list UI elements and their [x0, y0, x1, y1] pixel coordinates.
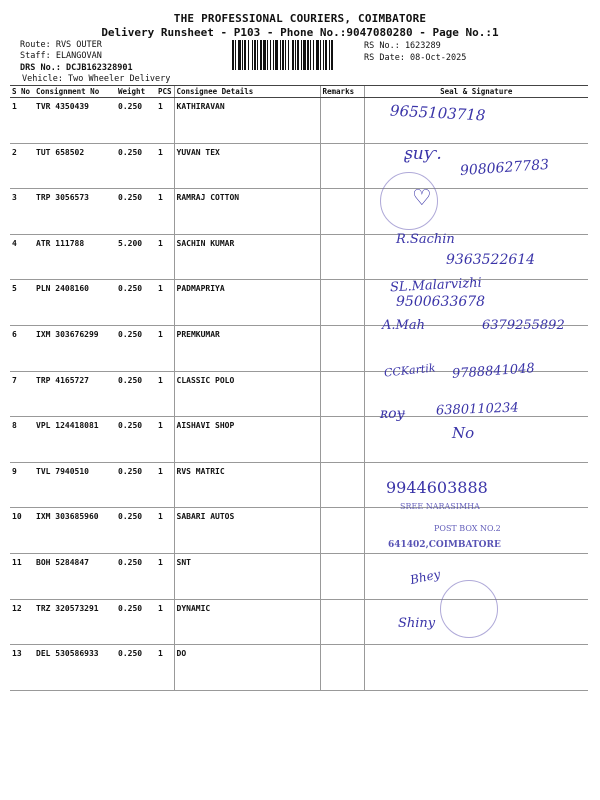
row-pcs: 1 [156, 462, 174, 508]
row-consignment: VPL 124418081 [34, 417, 116, 463]
row-consignment: PLN 2408160 [34, 280, 116, 326]
row-pcs: 1 [156, 325, 174, 371]
row-weight: 0.250 [116, 599, 156, 645]
col-consignee: Consignee Details [174, 86, 320, 98]
row-pcs: 1 [156, 143, 174, 189]
row-consignee: PREMKUMAR [174, 325, 320, 371]
row-weight: 0.250 [116, 325, 156, 371]
signature-13: Shiny [398, 616, 436, 631]
row-remarks [320, 98, 364, 144]
row-remarks [320, 645, 364, 691]
row-weight: 0.250 [116, 508, 156, 554]
handwritten-phone-4: 9363522614 [446, 252, 536, 268]
table-row [10, 98, 588, 144]
row-remarks [320, 325, 364, 371]
signature-7: CCKartik [383, 361, 437, 380]
row-consignment: TVR 4350439 [34, 98, 116, 144]
stamp-11-line3: 641402,COIMBATORE [388, 540, 501, 550]
table-header-row [10, 86, 588, 98]
row-weight: 0.250 [116, 645, 156, 691]
row-consignment: BOH 5284847 [34, 553, 116, 599]
row-consignment: TUT 658502 [34, 143, 116, 189]
row-weight: 0.250 [116, 371, 156, 417]
route-label: Route: RVS OUTER [20, 40, 102, 50]
row-sno: 3 [10, 189, 34, 235]
row-pcs: 1 [156, 234, 174, 280]
row-pcs: 1 [156, 508, 174, 554]
drs-number: DRS No.: DCJB162328901 [20, 63, 133, 73]
row-sno: 7 [10, 371, 34, 417]
row-consignee: SNT [174, 553, 320, 599]
row-consignee: YUVAN TEX [174, 143, 320, 189]
row-consignee: RVS MATRIC [174, 462, 320, 508]
row-consignment: TRZ 320573291 [34, 599, 116, 645]
barcode-image [232, 40, 360, 70]
row-weight: 5.200 [116, 234, 156, 280]
handwritten-phone-10: 9944603888 [386, 478, 488, 497]
row-remarks [320, 189, 364, 235]
row-pcs: 1 [156, 599, 174, 645]
row-remarks [320, 371, 364, 417]
handwritten-phone-6: 6379255892 [482, 318, 565, 333]
row-pcs: 1 [156, 189, 174, 235]
row-remarks [320, 234, 364, 280]
row-sno: 9 [10, 462, 34, 508]
signature-3: ♡ [412, 186, 432, 211]
handwritten-name-5: SL.Malarvizhi [389, 275, 483, 296]
row-weight: 0.250 [116, 280, 156, 326]
row-sno: 12 [10, 599, 34, 645]
row-sno: 1 [10, 98, 34, 144]
row-remarks [320, 553, 364, 599]
handwritten-phone-7: 9788841048 [451, 361, 536, 382]
row-sno: 10 [10, 508, 34, 554]
row-consignment: TRP 4165727 [34, 371, 116, 417]
staff-label: Staff: ELANGOVAN [20, 51, 102, 61]
row-sno: 2 [10, 143, 34, 189]
col-weight: Weight [116, 86, 156, 98]
row-pcs: 1 [156, 645, 174, 691]
row-remarks [320, 143, 364, 189]
table-row [10, 645, 588, 691]
company-title: THE PROFESSIONAL COURIERS, COIMBATORE [173, 12, 427, 25]
table-row [10, 189, 588, 235]
table-row [10, 599, 588, 645]
col-pcs: PCS [156, 86, 174, 98]
row-weight: 0.250 [116, 189, 156, 235]
row-consignment: IXM 303685960 [34, 508, 116, 554]
row-remarks [320, 508, 364, 554]
row-weight: 0.250 [116, 143, 156, 189]
signature-9: No [452, 424, 475, 442]
handwritten-phone-5: 9500633678 [396, 294, 486, 310]
row-consignment: ATR 111788 [34, 234, 116, 280]
stamp-11-line1: SREE NARASIMHA [400, 502, 480, 511]
table-row [10, 553, 588, 599]
stamp-11-line2: POST BOX NO.2 [434, 524, 501, 533]
row-consignee: SACHIN KUMAR [174, 234, 320, 280]
row-pcs: 1 [156, 371, 174, 417]
signature-12: Bhey [408, 566, 442, 588]
handwritten-phone-2: 9080627783 [459, 156, 550, 180]
row-consignee: PADMAPRIYA [174, 280, 320, 326]
row-sno: 13 [10, 645, 34, 691]
row-sno: 5 [10, 280, 34, 326]
row-seal [364, 645, 588, 691]
row-consignee: DO [174, 645, 320, 691]
signature-2: ʂuƴ. [404, 144, 442, 164]
runsheet-subtitle: Delivery Runsheet - P103 - Phone No.:9047080280 - Page No.:1 [101, 26, 499, 39]
row-weight: 0.250 [116, 553, 156, 599]
col-consignment: Consignment No [34, 86, 116, 98]
row-consignee: SABARI AUTOS [174, 508, 320, 554]
row-sno: 6 [10, 325, 34, 371]
row-consignment: DEL 530586933 [34, 645, 116, 691]
row-pcs: 1 [156, 553, 174, 599]
row-consignment: TVL 7940510 [34, 462, 116, 508]
row-remarks [320, 462, 364, 508]
table-row [10, 417, 588, 463]
row-sno: 11 [10, 553, 34, 599]
row-pcs: 1 [156, 280, 174, 326]
row-weight: 0.250 [116, 98, 156, 144]
handwritten-phone-1: 9655103718 [389, 101, 486, 125]
row-consignee: KATHIRAVAN [174, 98, 320, 144]
row-remarks [320, 417, 364, 463]
col-remarks: Remarks [320, 86, 364, 98]
row-consignee: AISHAVI SHOP [174, 417, 320, 463]
rs-number: RS No.: 1623289 [364, 41, 441, 51]
row-remarks [320, 280, 364, 326]
handwritten-phone-8: 6380110234 [435, 400, 519, 419]
row-pcs: 1 [156, 417, 174, 463]
rs-date: RS Date: 08-Oct-2025 [364, 53, 467, 63]
signature-8: ʀoɏ [380, 406, 405, 422]
row-consignee: RAMRAJ COTTON [174, 189, 320, 235]
row-weight: 0.250 [116, 417, 156, 463]
table-row [10, 462, 588, 508]
signature-6: A.Mah [382, 318, 425, 333]
row-seal [364, 417, 588, 463]
row-consignee: CLASSIC POLO [174, 371, 320, 417]
row-sno: 4 [10, 234, 34, 280]
col-sno: S No [10, 86, 34, 98]
table-row [10, 508, 588, 554]
row-pcs: 1 [156, 98, 174, 144]
row-remarks [320, 599, 364, 645]
row-consignee: DYNAMIC [174, 599, 320, 645]
row-consignment: IXM 303676299 [34, 325, 116, 371]
handwritten-name-4: R.Sachin [396, 232, 455, 247]
row-sno: 8 [10, 417, 34, 463]
row-weight: 0.250 [116, 462, 156, 508]
vehicle-label: Vehicle: Two Wheeler Delivery [22, 74, 171, 84]
row-consignment: TRP 3056573 [34, 189, 116, 235]
col-seal: Seal & Signature [364, 86, 588, 98]
stamp-13 [440, 580, 498, 638]
